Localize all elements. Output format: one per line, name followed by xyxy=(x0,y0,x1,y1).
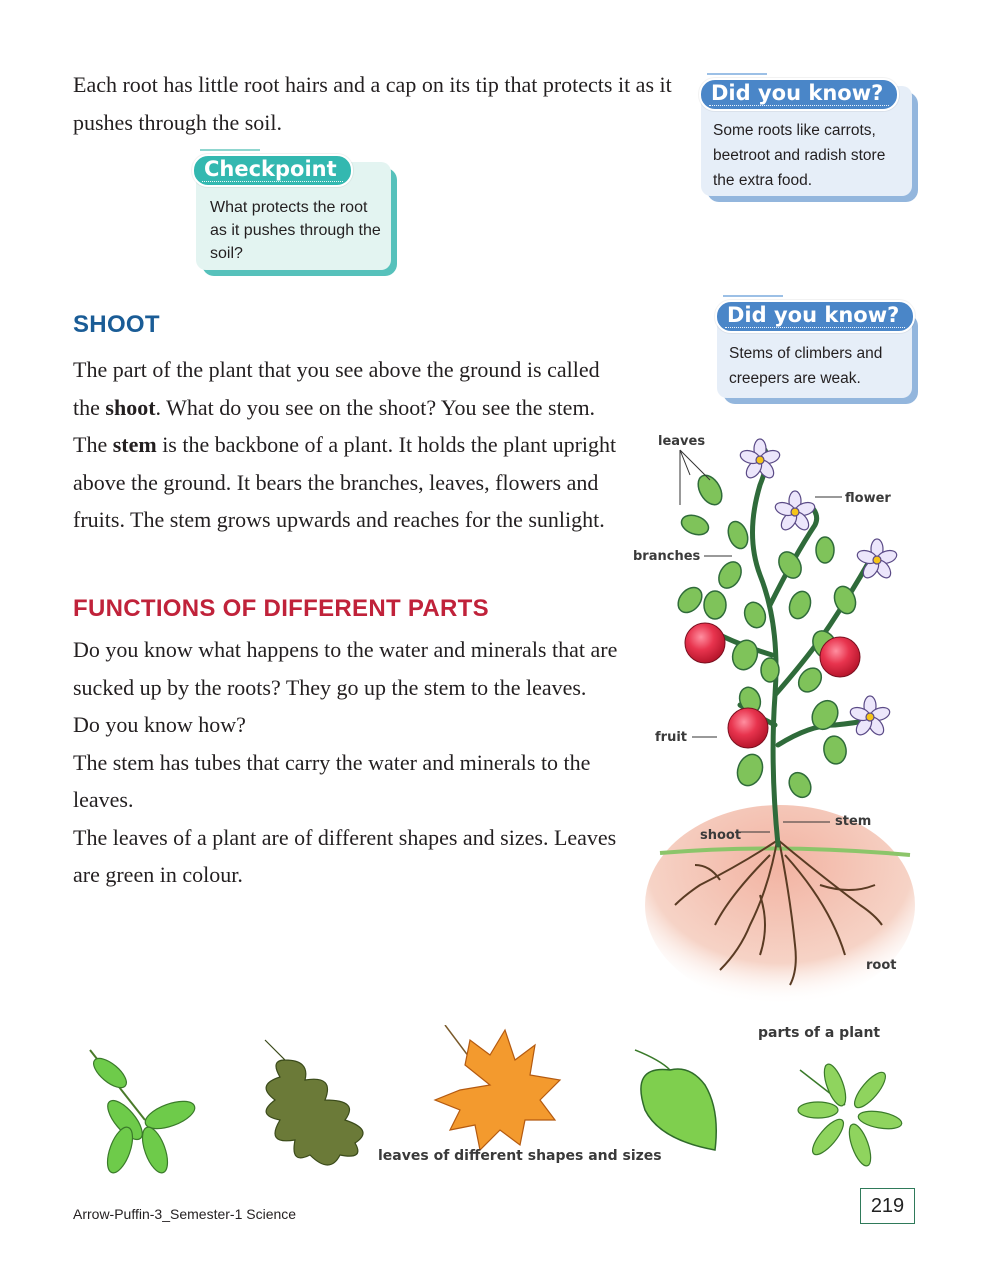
stem-term-bold: stem xyxy=(112,432,157,457)
functions-paragraph-4: The leaves of a plant are of different shapes and sizes. Leaves are green in colour. xyxy=(73,824,617,887)
functions-paragraph-1: Do you know what happens to the water and minerals that are sucked up by the roots? They go up the stem to the leaves. xyxy=(73,637,618,700)
palmate-leaf-icon xyxy=(798,1062,903,1169)
shoot-heading: SHOOT xyxy=(73,311,160,338)
oak-leaf-icon xyxy=(265,1040,363,1165)
label-shoot: shoot xyxy=(700,828,742,843)
did-you-know-2-text: Stems of climbers and creepers are weak. xyxy=(729,345,883,387)
did-you-know-1-text: Some roots like carrots, beetroot and radish store the extra food. xyxy=(713,122,886,189)
functions-body xyxy=(73,631,618,894)
plant-illustration xyxy=(620,425,920,1015)
compound-leaf-icon xyxy=(89,1050,198,1176)
functions-heading: FUNCTIONS OF DIFFERENT PARTS xyxy=(73,595,489,622)
plant-caption: parts of a plant xyxy=(758,1025,881,1041)
label-branches: branches xyxy=(633,549,701,564)
did-you-know-box-1 xyxy=(701,81,912,196)
soil xyxy=(645,805,915,1005)
page-number: 219 xyxy=(860,1188,915,1224)
label-stem: stem xyxy=(835,814,872,829)
checkpoint-text: What protects the root as it pushes through the soil? xyxy=(210,199,381,262)
shoot-text-part-1: The part of the plant that you see above the ground is called the xyxy=(73,357,600,420)
did-you-know-2-tag-label: Did you know? xyxy=(727,303,900,327)
did-you-know-1-tag-label: Did you know? xyxy=(711,81,884,105)
functions-paragraph-2: Do you know how? xyxy=(73,712,246,737)
heart-leaf-icon xyxy=(635,1050,716,1150)
footer-book-title: Arrow-Puffin-3_Semester-1 Science xyxy=(73,1206,297,1222)
label-flower: flower xyxy=(845,491,891,506)
shoot-text-part-2: . What do you see on the shoot? You see the stem. The xyxy=(73,394,596,457)
label-leaves: leaves xyxy=(658,434,706,449)
intro-paragraph xyxy=(73,66,683,141)
checkpoint-tag-label: Checkpoint xyxy=(204,157,337,181)
did-you-know-box-2 xyxy=(717,303,912,398)
label-fruit: fruit xyxy=(655,730,687,745)
shoot-text-part-3: is the backbone of a plant. It holds the plant upright above the ground. It bears the branches, leaves, flowers and fruits. The stem grows upwards and reaches for the sunlight. xyxy=(73,432,617,532)
leaves-caption: leaves of different shapes and sizes xyxy=(378,1148,662,1164)
shoot-paragraph xyxy=(73,351,618,539)
functions-paragraph-3: The stem has tubes that carry the water and minerals to the leaves. xyxy=(73,749,591,812)
intro-text: Each root has little root hairs and a cap on its tip that protects it as it pushes through the soil. xyxy=(73,72,672,135)
maple-leaf-icon xyxy=(435,1025,560,1150)
checkpoint-box xyxy=(196,157,391,270)
label-root: root xyxy=(866,958,897,973)
shoot-term-bold: shoot xyxy=(105,394,156,420)
